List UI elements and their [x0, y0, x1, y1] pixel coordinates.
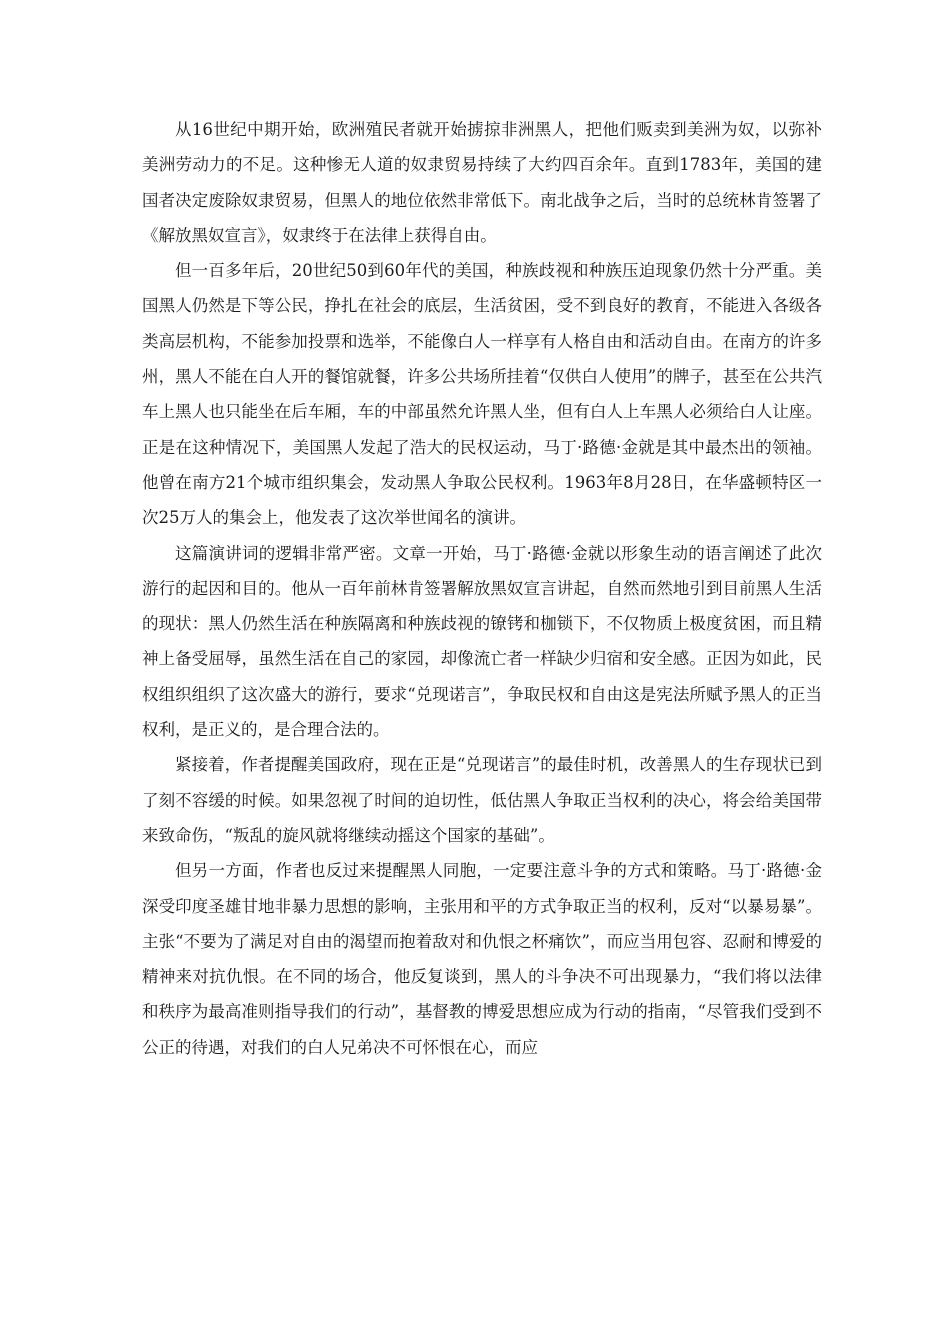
paragraph-1: 从16世纪中期开始，欧洲殖民者就开始掳掠非洲黑人，把他们贩卖到美洲为奴，以弥补美洲劳动力的不足。这种惨无人道的奴隶贸易持续了大约四百余年。直到1783年，美国的建国者决定废除奴隶贸易，但黑人的地位依然非常低下。南北战争之后，当时的总统林肯签署了《解放黑奴宣言》，奴隶终于在法律上获得自由。 [142, 120, 822, 245]
paragraph-4: 紧接着，作者提醒美国政府，现在正是“兑现诺言”的最佳时机，改善黑人的生存现状已到了刻不容缓的时候。如果忽视了时间的迫切性，低估黑人争取正当权利的决心，将会给美国带来致命伤，“叛乱的旋风就将继续动摇这个国家的基础”。 [142, 755, 822, 845]
paragraph-2: 但一百多年后，20世纪50到60年代的美国，种族歧视和种族压迫现象仍然十分严重。美国黑人仍然是下等公民，挣扎在社会的底层，生活贫困，受不到良好的教育，不能进入各级各类高层机构，不能参加投票和选举，不能像白人一样享有人格自由和活动自由。在南方的许多州，黑人不能在白人开的餐馆就餐，许多公共场所挂着“仅供白人使用”的牌子，甚至在公共汽车上黑人也只能坐在后车厢，车的中部虽然允许黑人坐，但有白人上车黑人必须给白人让座。正是在这种情况下，美国黑人发起了浩大的民权运动，马丁·路德·金就是其中最杰出的领袖。他曾在南方21个城市组织集会，发动黑人争取公民权利。1963年8月28日，在华盛顿特区一次25万人的集会上，他发表了这次举世闻名的演讲。 [142, 261, 822, 528]
paragraph-3: 这篇演讲词的逻辑非常严密。文章一开始，马丁·路德·金就以形象生动的语言阐述了此次游行的起因和目的。他从一百年前林肯签署解放黑奴宣言讲起，自然而然地引到目前黑人生活的现状：黑人仍然生活在种族隔离和种族歧视的镣铐和枷锁下，不仅物质上极度贫困，而且精神上备受屈辱，虽然生活在自己的家园，却像流亡者一样缺少归宿和安全感。正因为如此，民权组织组织了这次盛大的游行，要求“兑现诺言”，争取民权和自由这是宪法所赋予黑人的正当权利，是正义的，是合理合法的。 [142, 543, 822, 740]
body-text [142, 112, 822, 1065]
paragraph-5: 但另一方面，作者也反过来提醒黑人同胞，一定要注意斗争的方式和策略。马丁·路德·金深受印度圣雄甘地非暴力思想的影响，主张用和平的方式争取正当的权利，反对“以暴易暴”。主张“不要为了满足对自由的渴望而抱着敌对和仇恨之杯痛饮”，而应当用包容、忍耐和博爱的精神来对抗仇恨。在不同的场合，他反复谈到，黑人的斗争决不可出现暴力，“我们将以法律和秩序为最高准则指导我们的行动”，基督教的博爱思想应成为行动的指南，“尽管我们受到不公正的待遇，对我们的白人兄弟决不可怀恨在心，而应 [142, 861, 822, 1057]
